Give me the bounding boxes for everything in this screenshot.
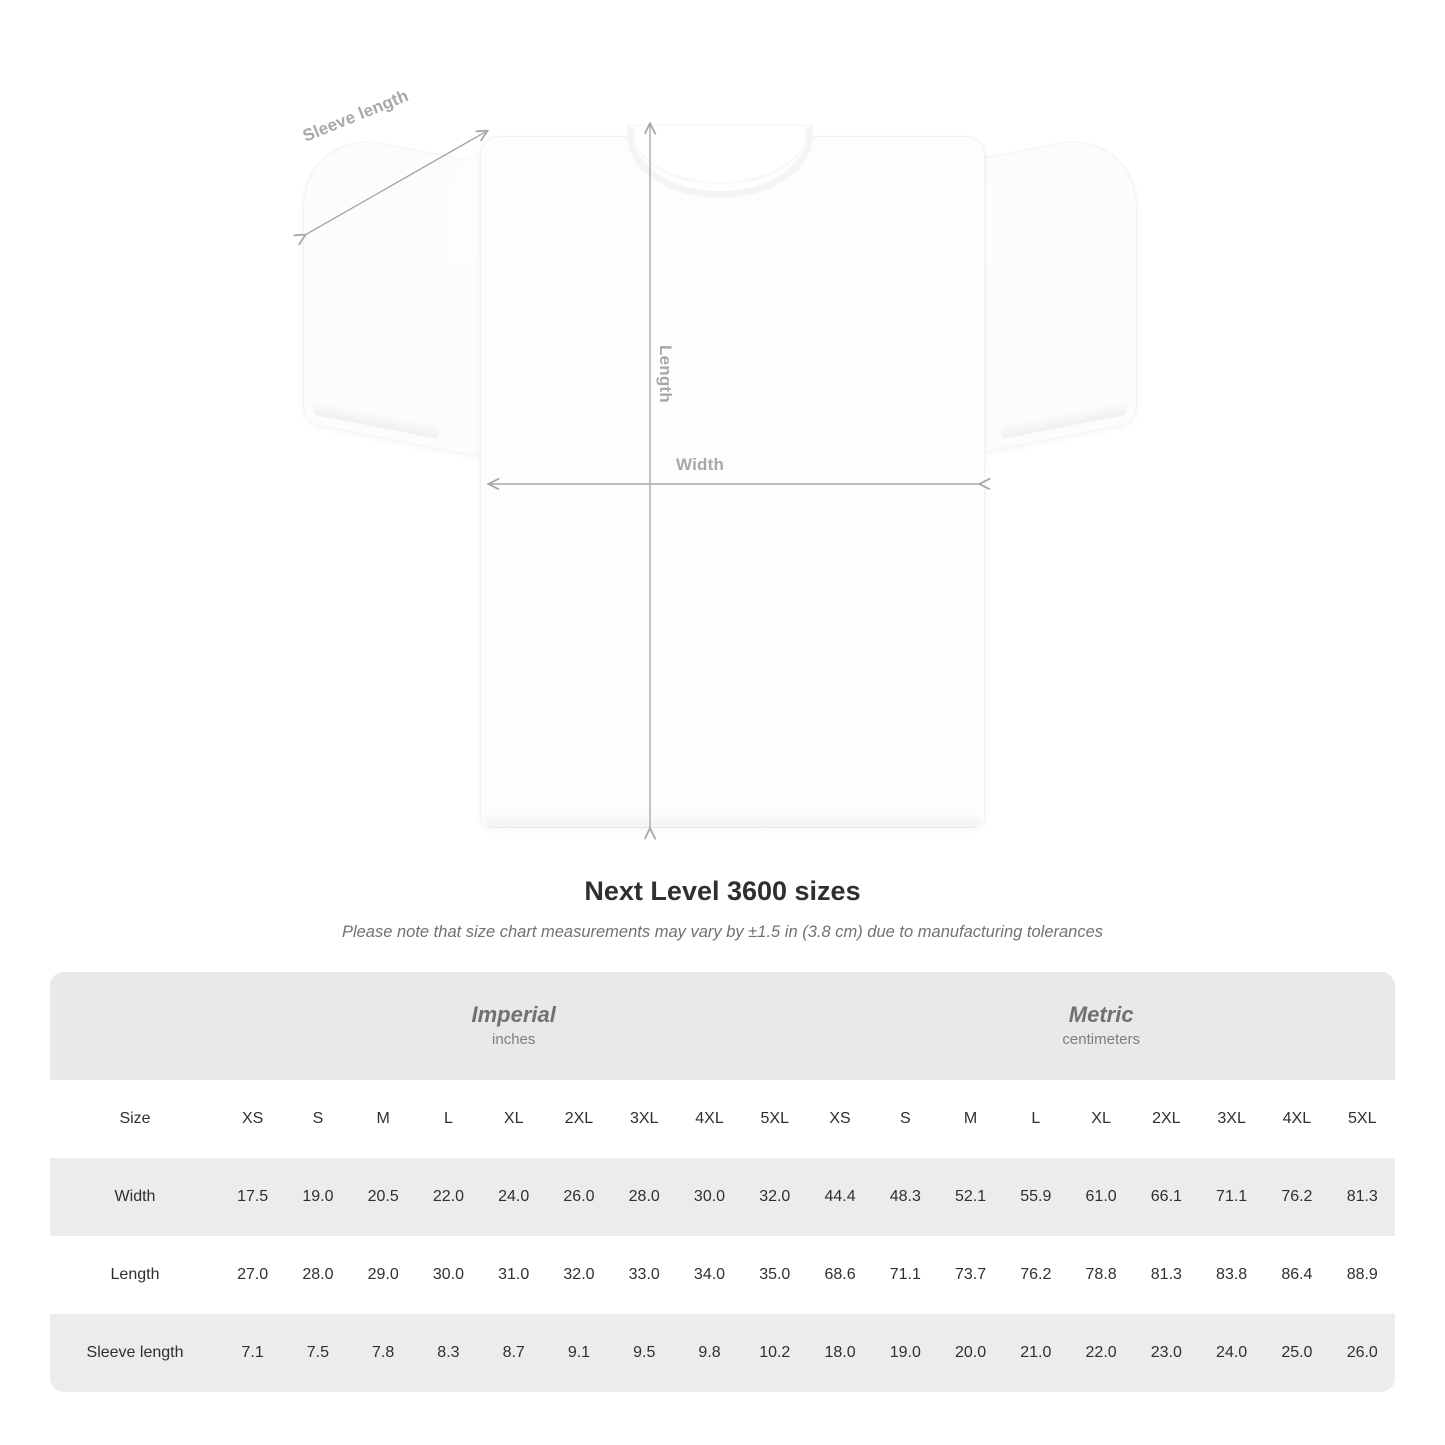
cell-width-metric-l: 55.9 [1003,1158,1068,1236]
size-chart-table-wrapper [50,972,1395,1392]
cell-length-imperial-3xl: 33.0 [612,1236,677,1314]
metric-system-name: Metric [1068,1002,1134,1027]
cell-width-metric-4xl: 76.2 [1264,1158,1329,1236]
size-header-imperial-l: L [416,1080,481,1158]
size-chart-table [50,972,1395,1392]
size-header-imperial-s: S [285,1080,350,1158]
size-header-metric-xs: XS [807,1080,872,1158]
cell-length-imperial-l: 30.0 [416,1236,481,1314]
page-title: Next Level 3600 sizes [584,876,861,906]
cell-sleeve-imperial-2xl: 9.1 [546,1314,611,1392]
cell-sleeve-metric-4xl: 25.0 [1264,1314,1329,1392]
size-header-imperial-xl: XL [481,1080,546,1158]
cell-sleeve-metric-3xl: 24.0 [1199,1314,1264,1392]
cell-width-imperial-s: 19.0 [285,1158,350,1236]
cell-length-imperial-4xl: 34.0 [677,1236,742,1314]
cell-sleeve-imperial-3xl: 9.5 [612,1314,677,1392]
size-header-imperial-xs: XS [220,1080,285,1158]
cell-length-imperial-2xl: 32.0 [546,1236,611,1314]
cell-length-metric-2xl: 81.3 [1134,1236,1199,1314]
cell-sleeve-metric-s: 19.0 [873,1314,938,1392]
cell-width-metric-3xl: 71.1 [1199,1158,1264,1236]
size-header-imperial-4xl: 4XL [677,1080,742,1158]
cell-length-metric-xs: 68.6 [807,1236,872,1314]
size-header-imperial-5xl: 5XL [742,1080,807,1158]
cell-width-imperial-xs: 17.5 [220,1158,285,1236]
cell-width-imperial-4xl: 30.0 [677,1158,742,1236]
cell-length-metric-l: 76.2 [1003,1236,1068,1314]
width-label: Width [676,455,725,474]
cell-width-metric-5xl: 81.3 [1330,1158,1395,1236]
cell-length-metric-3xl: 83.8 [1199,1236,1264,1314]
cell-width-metric-xl: 61.0 [1068,1158,1133,1236]
cell-sleeve-metric-l: 21.0 [1003,1314,1068,1392]
cell-sleeve-imperial-5xl: 10.2 [742,1314,807,1392]
cell-length-imperial-5xl: 35.0 [742,1236,807,1314]
size-header-metric-3xl: 3XL [1199,1080,1264,1158]
imperial-header [220,972,807,1080]
row-label-sleeve-length: Sleeve length [50,1314,220,1392]
size-header-metric-5xl: 5XL [1330,1080,1395,1158]
cell-sleeve-metric-xs: 18.0 [807,1314,872,1392]
cell-length-imperial-s: 28.0 [285,1236,350,1314]
size-header-row [50,1080,1395,1158]
sleeve-length-label: Sleeve length [300,85,412,146]
cell-width-imperial-xl: 24.0 [481,1158,546,1236]
cell-sleeve-metric-2xl: 23.0 [1134,1314,1199,1392]
cell-sleeve-imperial-xl: 8.7 [481,1314,546,1392]
cell-sleeve-imperial-s: 7.5 [285,1314,350,1392]
table-row-length [50,1236,1395,1314]
unit-system-header-row [50,972,1395,1080]
cell-sleeve-metric-5xl: 26.0 [1330,1314,1395,1392]
cell-width-metric-2xl: 66.1 [1134,1158,1199,1236]
size-header-metric-4xl: 4XL [1264,1080,1329,1158]
length-label: Length [656,345,675,403]
cell-sleeve-imperial-xs: 7.1 [220,1314,285,1392]
cell-length-metric-4xl: 86.4 [1264,1236,1329,1314]
row-label-width: Width [50,1158,220,1236]
cell-width-imperial-3xl: 28.0 [612,1158,677,1236]
table-row-sleeve-length [50,1314,1395,1392]
cell-width-metric-xs: 44.4 [807,1158,872,1236]
size-header-metric-xl: XL [1068,1080,1133,1158]
imperial-unit-name: inches [492,1030,536,1048]
size-header-metric-s: S [873,1080,938,1158]
tolerance-note: Please note that size chart measurements may vary by ±1.5 in (3.8 cm) due to manufacturing tolerances [341,923,1104,941]
metric-unit-name: centimeters [1062,1030,1140,1048]
cell-length-imperial-xl: 31.0 [481,1236,546,1314]
metric-header [807,972,1395,1080]
cell-sleeve-imperial-l: 8.3 [416,1314,481,1392]
cell-length-metric-s: 71.1 [873,1236,938,1314]
size-header-metric-2xl: 2XL [1134,1080,1199,1158]
cell-width-metric-s: 48.3 [873,1158,938,1236]
cell-width-imperial-2xl: 26.0 [546,1158,611,1236]
imperial-system-name: Imperial [471,1002,556,1027]
cell-length-imperial-xs: 27.0 [220,1236,285,1314]
table-corner-cell [50,972,220,1080]
cell-sleeve-metric-xl: 22.0 [1068,1314,1133,1392]
cell-sleeve-metric-m: 20.0 [938,1314,1003,1392]
cell-length-metric-5xl: 88.9 [1330,1236,1395,1314]
table-row-width [50,1158,1395,1236]
cell-length-imperial-m: 29.0 [351,1236,416,1314]
cell-width-imperial-l: 22.0 [416,1158,481,1236]
size-header-metric-l: L [1003,1080,1068,1158]
cell-width-imperial-5xl: 32.0 [742,1158,807,1236]
size-header-imperial-2xl: 2XL [546,1080,611,1158]
size-header-imperial-m: M [351,1080,416,1158]
cell-width-imperial-m: 20.5 [351,1158,416,1236]
cell-length-metric-m: 73.7 [938,1236,1003,1314]
size-header-imperial-3xl: 3XL [612,1080,677,1158]
size-header-metric-m: M [938,1080,1003,1158]
cell-sleeve-imperial-4xl: 9.8 [677,1314,742,1392]
cell-sleeve-imperial-m: 7.8 [351,1314,416,1392]
row-label-length: Length [50,1236,220,1314]
cell-length-metric-xl: 78.8 [1068,1236,1133,1314]
cell-width-metric-m: 52.1 [938,1158,1003,1236]
size-column-label: Size [50,1080,220,1158]
